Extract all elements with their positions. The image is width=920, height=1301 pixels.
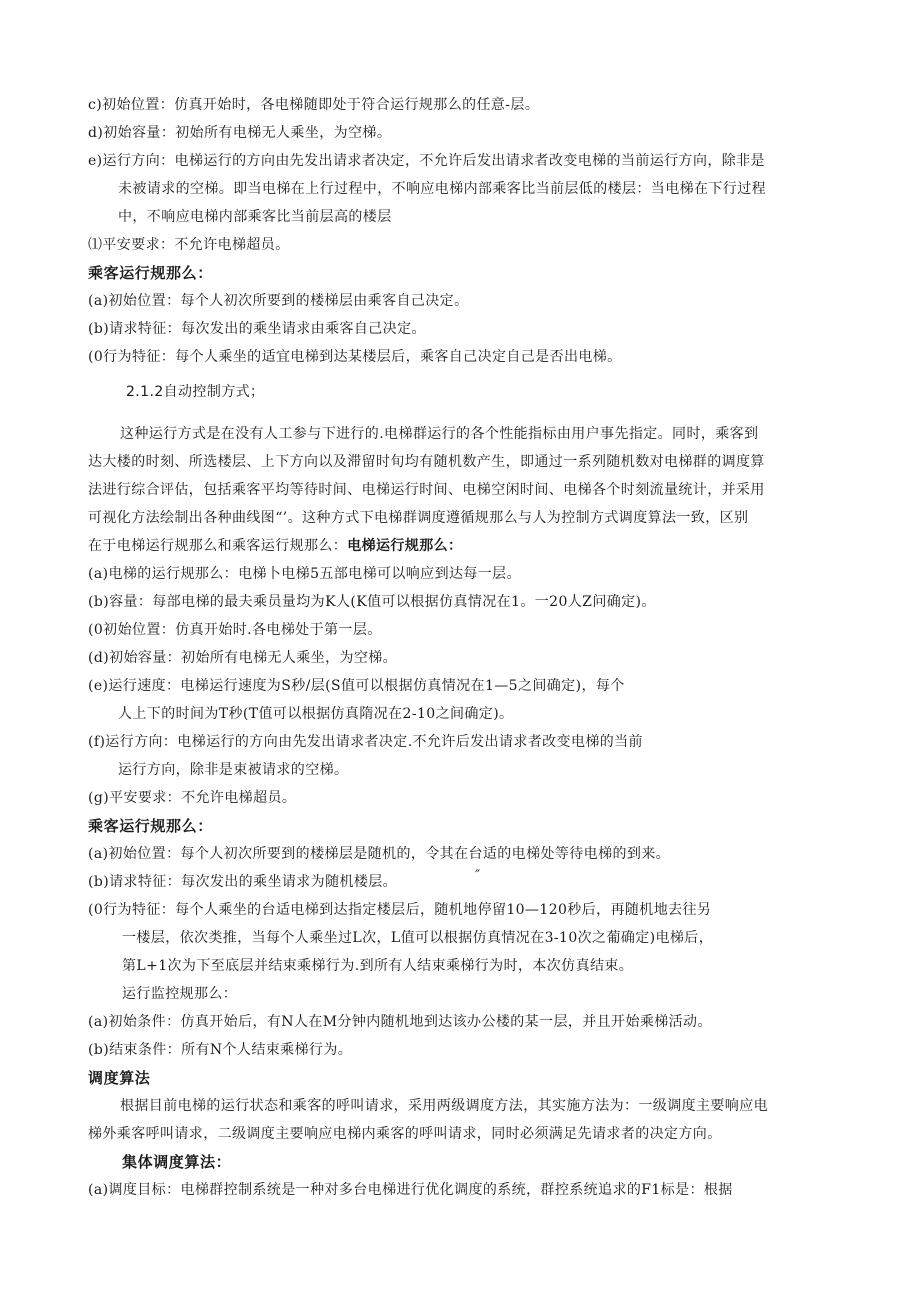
para-line: (d)初始容量：初始所有电梯无人乘坐，为空梯。 (88, 650, 398, 666)
para-line: (f)运行方向：电梯运行的方向由先发出请求者决定.不允许后发出请求者改变电梯的当前 (88, 734, 643, 750)
section-heading: 乘客运行规那么： (88, 817, 213, 835)
para-line: (a)初始位置：每个人初次所要到的楼梯层由乘客自己决定。 (88, 293, 469, 309)
para-line: 法进行综合评估，包括乘客平均等待时间、电梯运行时间、电梯空闲时间、电梯各个时刻流量统计，并采用 (88, 482, 765, 498)
para-line: 运行方向，除非是束被请求的空梯。 (118, 762, 349, 778)
para-line: (0行为特征：每个人乘坐的台适电梯到达指定楼层后，随机地停留10—120秒后，再随机地去往另 (88, 902, 712, 918)
para-line: (a)调度目标：电梯群控制系统是一种对多台电梯进行优化调度的系统，群控系统追求的F1标是：根据 (88, 1182, 733, 1198)
para-line: (b)结束条件：所有N个人结束乘梯行为。 (88, 1042, 353, 1058)
para-line: (0初始位置：仿真开始时.各电梯处于第一层。 (88, 622, 382, 638)
para-line: (a)电梯的运行规那么：电梯卜电梯5五部电梯可以响应到达每一层。 (88, 566, 521, 582)
subsection-heading: 2.1.2自动控制方式； (126, 384, 265, 400)
para-line: 达大楼的时刻、所选楼层、上下方向以及滞留时旬均有随机数产生，即通过一系列随机数对电梯群的调度算 (88, 454, 765, 470)
para-line: 未被请求的空梯。即当电梯在上行过程中，不响应电梯内部乘客比当前层低的楼层：当电梯在下行过程 (118, 181, 766, 197)
para-line: 根据目前电梯的运行状态和乘客的呼叫请求，采用两级调度方法，其实施方法为：一级调度主要响应电 (120, 1098, 768, 1114)
para-line: e)运行方向：电梯运行的方向由先发出请求者决定，不允许后发出请求者改变电梯的当前运行方向，除非是 (88, 153, 765, 169)
para-line: (a)初始条件：仿真开始后，有N人在M分钟内随机地到达该办公楼的某一层，并且开始乘梯活动。 (88, 1014, 712, 1030)
para-line: c)初始位置：仿真开始时，各电梯随即处于符合运行规那么的任意-层。 (88, 97, 540, 113)
para-line: (b)请求特征：每次发出的乘坐请求由乘客自己决定。 (88, 321, 426, 337)
para-line: (g)平安要求：不允许电梯超员。 (88, 790, 297, 806)
para-line: 第L+1次为下至底层并结束乘梯行为.到所有人结束乘梯行为时，本次仿真结束。 (122, 958, 634, 974)
para-text: 在于电梯运行规那么和乘客运行规那么： (88, 538, 348, 554)
para-line: ⑴平安要求：不允许电梯超员。 (88, 237, 290, 253)
para-line: (b)请求特征：每次发出的乘坐请求为随机楼层。 (88, 874, 398, 890)
stray-mark: ″ (475, 868, 481, 884)
para-line: d)初始容量：初始所有电梯无人乘坐，为空梯。 (88, 125, 392, 141)
para-line: (e)运行速度：电梯运行速度为S秒/层(S值可以根据仿真情况在1—5之间确定)，每个 (88, 678, 625, 694)
para-line: 一楼层，依次类推，当每个人乘坐过L次，L值可以根据仿真情况在3-10次之葡确定)电梯后， (122, 930, 714, 946)
para-line (88, 536, 462, 556)
inline-heading: 电梯运行规那么： (347, 538, 463, 554)
para-line: 可视化方法绘制出各种曲线图“’。这种方式下电梯群调度遵循规那么与人为控制方式调度算法一致，区别 (88, 510, 749, 526)
subsection-heading: 运行监控规那么： (122, 986, 238, 1002)
para-line: 这种运行方式是在没有人工参与下进行的.电梯群运行的各个性能指标由用户事先指定。同时，乘客到 (120, 426, 759, 442)
section-heading: 集体调度算法： (122, 1153, 232, 1171)
para-line: (b)容量：每部电梯的最夫乘员量均为K人(K值可以根据仿真情况在1。一20人Z问确定)。 (88, 594, 656, 610)
para-line: (0行为特征：每个人乘坐的适宜电梯到达某楼层后，乘客自己决定自己是否出电梯。 (88, 349, 622, 365)
para-line: 人上下的时间为T秒(T值可以根据仿真隋况在2-10之间确定)。 (118, 706, 514, 722)
para-line: 中，不响应电梯内部乘客比当前层高的楼层 (118, 209, 392, 225)
section-heading: 乘客运行规那么： (88, 264, 213, 282)
para-line: (a)初始位置：每个人初次所要到的楼梯层是随机的，令其在台适的电梯处等待电梯的到来。 (88, 846, 671, 862)
section-heading: 调度算法 (88, 1069, 151, 1087)
para-line: 梯外乘客呼叫请求，二级调度主要响应电梯内乘客的呼叫请求，同时必须满足先请求者的决定方向。 (88, 1126, 722, 1142)
